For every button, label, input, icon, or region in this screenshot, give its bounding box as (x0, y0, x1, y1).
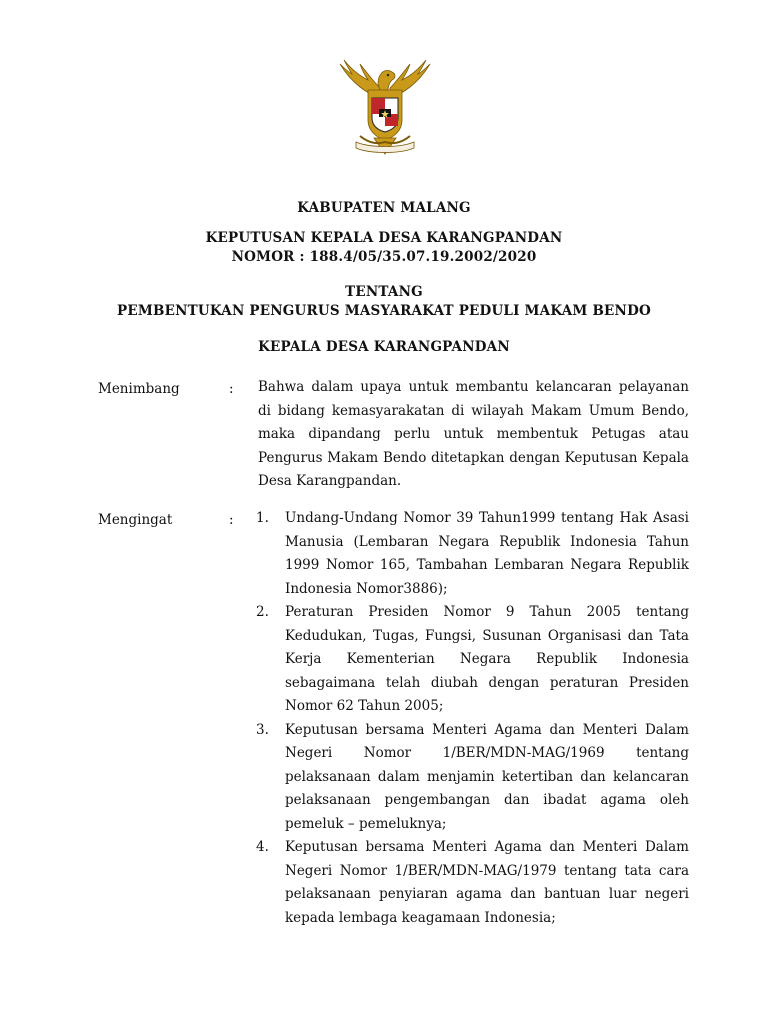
decree-title: KEPUTUSAN KEPALA DESA KARANGPANDAN (205, 230, 563, 246)
list-item-text: Keputusan bersama Menteri Agama dan Menteri Dalam Negeri Nomor 1/BER/MDN-MAG/1969 tentang pelaksanaan dalam menjamin ketertiban dan kelancaran pelaksanaan pengembangan dan ibadat agama oleh pemeluk – pemeluknya; (285, 721, 689, 832)
list-item-number: 3. (256, 721, 269, 738)
list-item-text: Keputusan bersama Menteri Agama dan Menteri Dalam Negeri Nomor 1/BER/MDN-MAG/1979 tentang tata cara pelaksanaan penyiaran agama dan bantuan luar negeri kepada lembaga keagamaan Indonesia; (285, 839, 689, 926)
list-item-text: Undang-Undang Nomor 39 Tahun1999 tentang Hak Asasi Manusia (Lembaran Negara Republik Indonesia Tahun 1999 Nomor 165, Tambahan Lembaran Negara Republik Indonesia Nomor3886); (285, 510, 689, 597)
decree-subject: PEMBENTUKAN PENGURUS MASYARAKAT PEDULI MAKAM BENDO (117, 303, 651, 319)
decree-number: NOMOR : 188.4/05/35.07.19.2002/2020 (231, 249, 537, 265)
mengingat-colon: : (229, 512, 234, 528)
list-item (256, 507, 689, 601)
about-label: TENTANG (345, 284, 423, 300)
list-item-number: 2. (256, 604, 269, 620)
list-item (256, 601, 689, 719)
menimbang-label: Menimbang (98, 381, 180, 397)
list-item-number: 1. (256, 510, 269, 526)
mengingat-list (256, 507, 689, 930)
issuer-heading: KEPALA DESA KARANGPANDAN (258, 339, 510, 355)
garuda-pancasila-emblem-icon (330, 58, 440, 158)
mengingat-label: Mengingat (98, 512, 173, 528)
list-item-text: Peraturan Presiden Nomor 9 Tahun 2005 tentang Kedudukan, Tugas, Fungsi, Susunan Organisasi dan Tata Kerja Kementerian Negara Republik Indonesia sebagaimana telah diubah dengan peraturan Presiden Nomor 62 Tahun 2005; (285, 604, 689, 714)
menimbang-colon: : (229, 381, 234, 397)
list-item (256, 719, 689, 837)
list-item-number: 4. (256, 839, 269, 855)
list-item (256, 836, 689, 930)
menimbang-text: Bahwa dalam upaya untuk membantu kelancaran pelayanan di bidang kemasyarakatan di wilayah Makam Umum Bendo, maka dipandang perlu untuk membentuk Petugas atau Pengurus Makam Bendo ditetapkan dengan Keputusan Kepala Desa Karangpandan. (258, 379, 689, 489)
regency-heading: KABUPATEN MALANG (297, 200, 471, 216)
